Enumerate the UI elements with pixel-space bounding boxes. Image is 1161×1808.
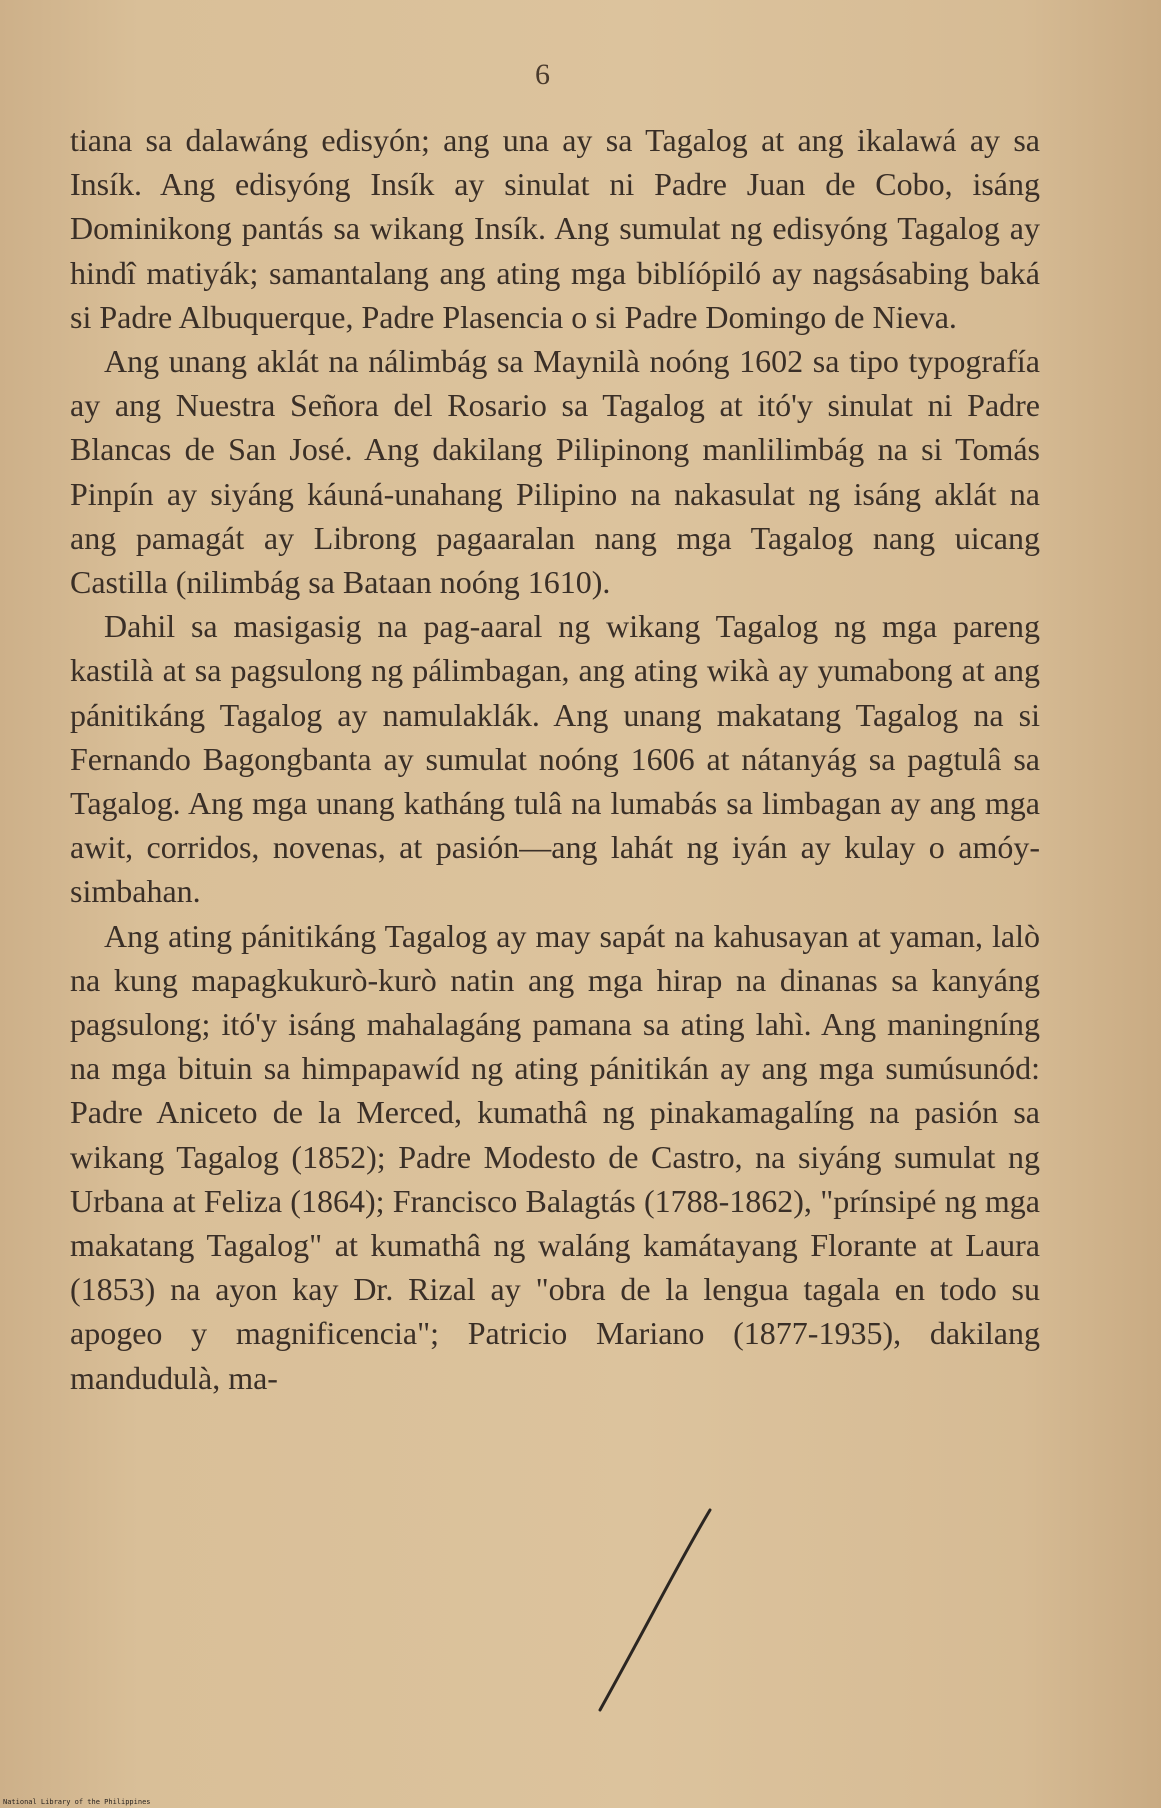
- page-number: 6: [535, 58, 550, 91]
- handwritten-pen-stroke: [580, 1500, 730, 1720]
- paragraph-2: Ang unang aklát na nálimbág sa Maynilà noóng 1602 sa tipo typografía ay ang Nuestra Señora del Rosario sa Tagalog at itó'y sinulat ni Padre Blancas de San José. Ang dakilang Pilipinong manlilimbág na si Tomás Pinpín ay siyáng káuná-unahang Pilipino na nakasulat ng isáng aklát na ang pamagát ay Librong pagaaralan nang mga Tagalog nang uicang Castilla (nilimbág sa Bataan noóng 1610).: [70, 343, 1040, 601]
- paragraph-1: tiana sa dalawáng edisyón; ang una ay sa Tagalog at ang ikalawá ay sa Insík. Ang edisyóng Insík ay sinulat ni Padre Juan de Cobo, isáng Dominikong pantás sa wikang Insík. Ang sumulat ng edisyóng Tagalog ay hindî matiyák; samantalang ang ating mga biblíópiló ay nagsásabing baká si Padre Albuquerque, Padre Plasencia o si Padre Domingo de Nieva.: [70, 122, 1040, 335]
- paragraph-4: Ang ating pánitikáng Tagalog ay may sapát na kahusayan at yaman, lalò na kung mapagkukurò-kurò natin ang mga hirap na dinanas sa kanyáng pagsulong; itó'y isáng mahalagáng pamana sa ating lahì. Ang maningníng na mga bituin sa himpapawíd ng ating pánitikán ay ang mga sumúsunód: Padre Aniceto de la Merced, kumathâ ng pinakamagalíng na pasión sa wikang Tagalog (1852); Padre Modesto de Castro, na siyáng sumulat ng Urbana at Feliza (1864); Francisco Balagtás (1788-1862), "prínsipé ng mga makatang Tagalog" at kumathâ ng waláng kamátayang Florante at Laura (1853) na ayon kay Dr. Rizal ay "obra de la lengua tagala en todo su apogeo y magnificencia"; Patricio Mariano (1877-1935), dakilang mandudulà, ma-: [70, 917, 1040, 1396]
- footer-credit: National Library of the Philippines: [3, 1798, 151, 1806]
- paragraph-3: Dahil sa masigasig na pag-aaral ng wikang Tagalog ng mga pareng kastilà at sa pagsulong ng pálimbagan, ang ating wikà ay yumabong at ang pánitikáng Tagalog ay namulaklák. Ang unang makatang Tagalog na si Fernando Bagongbanta ay sumulat noóng 1606 at nátanyág sa pagtulâ sa Tagalog. Ang mga unang katháng tulâ na lumabás sa limbagan ay ang mga awit, corridos, novenas, at pasión—ang lahát ng iyán ay kulay o amóy-simbahan.: [70, 608, 1040, 910]
- body-text: [70, 118, 1040, 1400]
